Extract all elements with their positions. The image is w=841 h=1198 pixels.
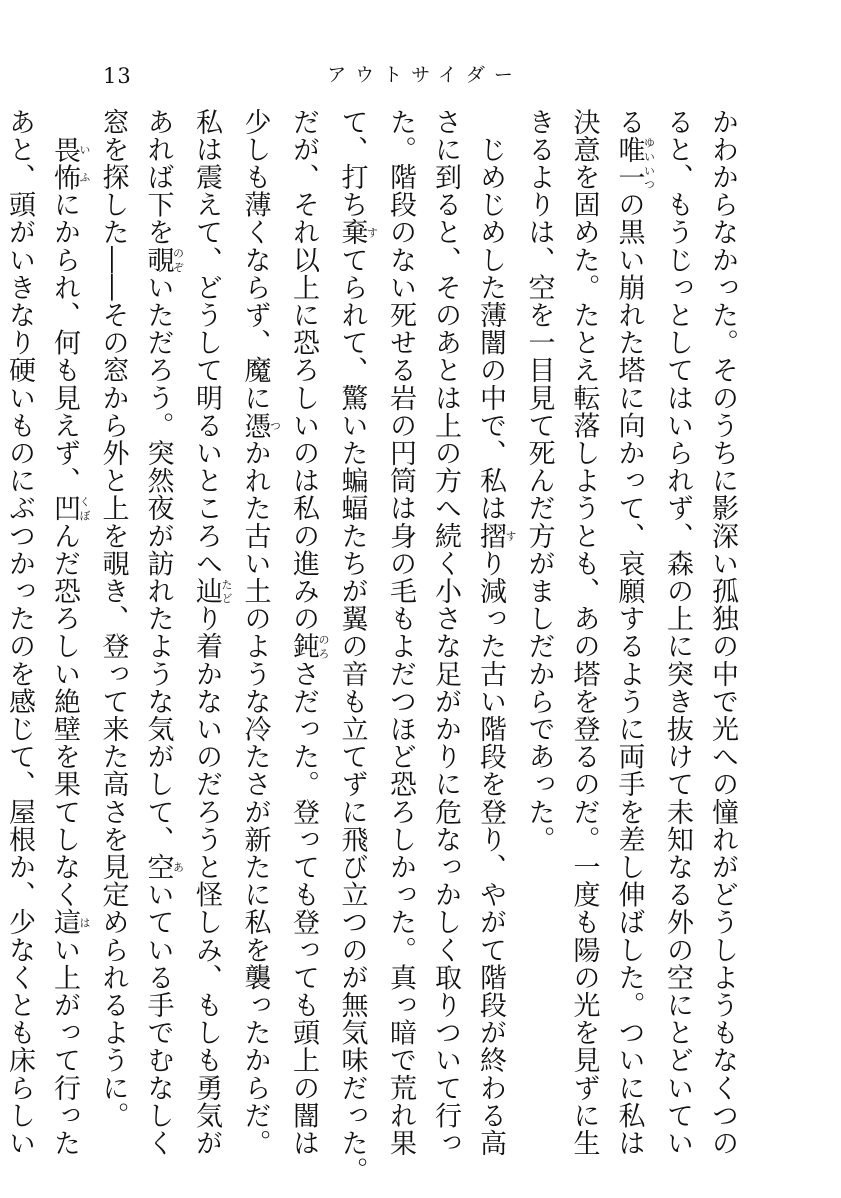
text-segment: にかられ、何も見えず、 — [49, 190, 80, 495]
ruby-reading: くぼ — [78, 494, 91, 523]
text-column — [330, 108, 379, 1185]
text-column — [468, 108, 517, 1157]
ruby-annotation — [142, 853, 185, 881]
ruby-annotation — [239, 411, 282, 440]
text-segment: 決意を固めた。たとえ転落しようとも、あの塔を登るのだ。一度も陽の光を見ずに生 — [568, 108, 600, 1157]
ruby-annotation — [49, 908, 91, 937]
ruby-reading: ゆいいつ — [642, 135, 656, 191]
ruby-reading: は — [78, 908, 91, 937]
text-segment: 少しも薄くならず、魔に — [239, 108, 271, 412]
text-segment: あと、頭がいきなり硬いものにぶつかったのを感じて、屋根か、少なくとも床らしい — [4, 108, 35, 1157]
text-column — [233, 108, 282, 1157]
text-column — [378, 108, 423, 1157]
text-segment: 私は震えて、どうして明るいところへ — [191, 108, 222, 578]
text-segment: いただろう。突然夜が訪れたような気がして、 — [142, 273, 174, 854]
text-segment: り着かないのだろうと怪しみ、もしも勇気が — [191, 604, 222, 1157]
ruby-base: 覗 — [142, 246, 174, 274]
ruby-base: 凹 — [49, 494, 80, 523]
ruby-annotation — [191, 577, 233, 605]
body-text — [4, 108, 745, 1185]
ruby-reading: あ — [171, 853, 185, 881]
text-segment: だが、それ以上に恐ろしいのは私の進みの — [288, 108, 319, 633]
text-segment: いている手でむなしく — [142, 880, 174, 1157]
ruby-annotation — [336, 218, 379, 247]
text-column — [184, 108, 233, 1157]
text-column — [281, 108, 330, 1157]
ruby-reading: つ — [268, 411, 282, 440]
text-segment: ると、もうじっとしてはいられず、森の上に突き抜けて未知なる外の空にとどいてい — [662, 108, 693, 1157]
text-column — [562, 108, 607, 1157]
text-segment: かれた古い土のような冷たさが新たに私を襲ったからだ。 — [239, 439, 271, 1157]
text-segment: さだった。登っても登っても頭上の闇は — [288, 660, 319, 1157]
text-segment: り減った古い階段を登り、やがて階段が終わる高 — [475, 549, 506, 1157]
text-segment: る — [613, 108, 645, 136]
text-segment: んだ恐ろしい絶壁を果てしなく — [49, 522, 80, 909]
ruby-base: 唯一 — [613, 135, 645, 191]
ruby-annotation — [475, 522, 517, 550]
ruby-reading: す — [365, 218, 379, 246]
ruby-annotation — [613, 135, 656, 191]
text-segment: い上がって行った — [49, 936, 80, 1157]
text-segment: さに到ると、そのあとは上の方へ続く小さな足がかりに危なっかしく取りついて行っ — [430, 108, 461, 1157]
ruby-annotation — [142, 246, 185, 274]
text-segment: てられて、驚いた蝙蝠たちが翼の音も立てずに飛び立つのが無気味だった。 — [336, 246, 368, 1185]
text-column — [655, 108, 700, 1157]
ruby-annotation — [288, 632, 330, 661]
text-segment: かわからなかった。そのうちに影深い孤独の中で光への憧れがどうしようもなくつの — [707, 108, 738, 1157]
ruby-base: 鈍 — [288, 632, 319, 661]
text-segment: じめじめした薄闇の中で、私は — [475, 135, 506, 523]
ruby-base: 摺 — [475, 522, 506, 550]
text-column — [0, 108, 42, 1157]
ruby-base: 畏怖 — [49, 135, 80, 191]
ruby-base: 棄 — [336, 218, 368, 247]
page-number: 13 — [103, 64, 132, 88]
ruby-reading: す — [504, 522, 517, 550]
ruby-reading: のぞ — [171, 246, 185, 274]
ruby-reading: いふ — [78, 135, 91, 191]
text-column — [136, 108, 185, 1157]
text-segment: あれば下を — [142, 108, 174, 246]
text-segment: た。階段のない死せる岩の円筒は身の毛もよだつほど恐ろしかった。真っ暗で荒れ果 — [385, 108, 416, 1157]
text-column — [700, 108, 745, 1157]
text-segment: て、打ち — [336, 108, 368, 219]
ruby-base: 憑 — [239, 411, 271, 440]
ruby-reading: のろ — [317, 632, 330, 660]
text-segment: 窓を探した――その窓から外と上を覗き、登って来た高さを見定められるように。 — [97, 108, 129, 1130]
text-segment: きるよりは、空を一目見て死んだ方がましだからであった。 — [523, 108, 555, 854]
ruby-base: 辿 — [191, 577, 222, 605]
ruby-base: 這 — [49, 908, 80, 937]
text-column — [91, 108, 136, 1130]
text-segment: の黒い崩れた塔に向かって、哀願するように両手を差し伸ばした。ついに私は — [613, 190, 645, 1157]
ruby-annotation — [49, 494, 91, 523]
running-title: アウトサイダー — [327, 64, 522, 86]
text-column — [423, 108, 468, 1157]
text-column — [607, 108, 656, 1157]
ruby-base: 空 — [142, 853, 174, 881]
text-column — [42, 108, 91, 1157]
ruby-annotation — [49, 135, 91, 191]
ruby-reading: たど — [220, 577, 233, 605]
text-column — [517, 108, 562, 1118]
